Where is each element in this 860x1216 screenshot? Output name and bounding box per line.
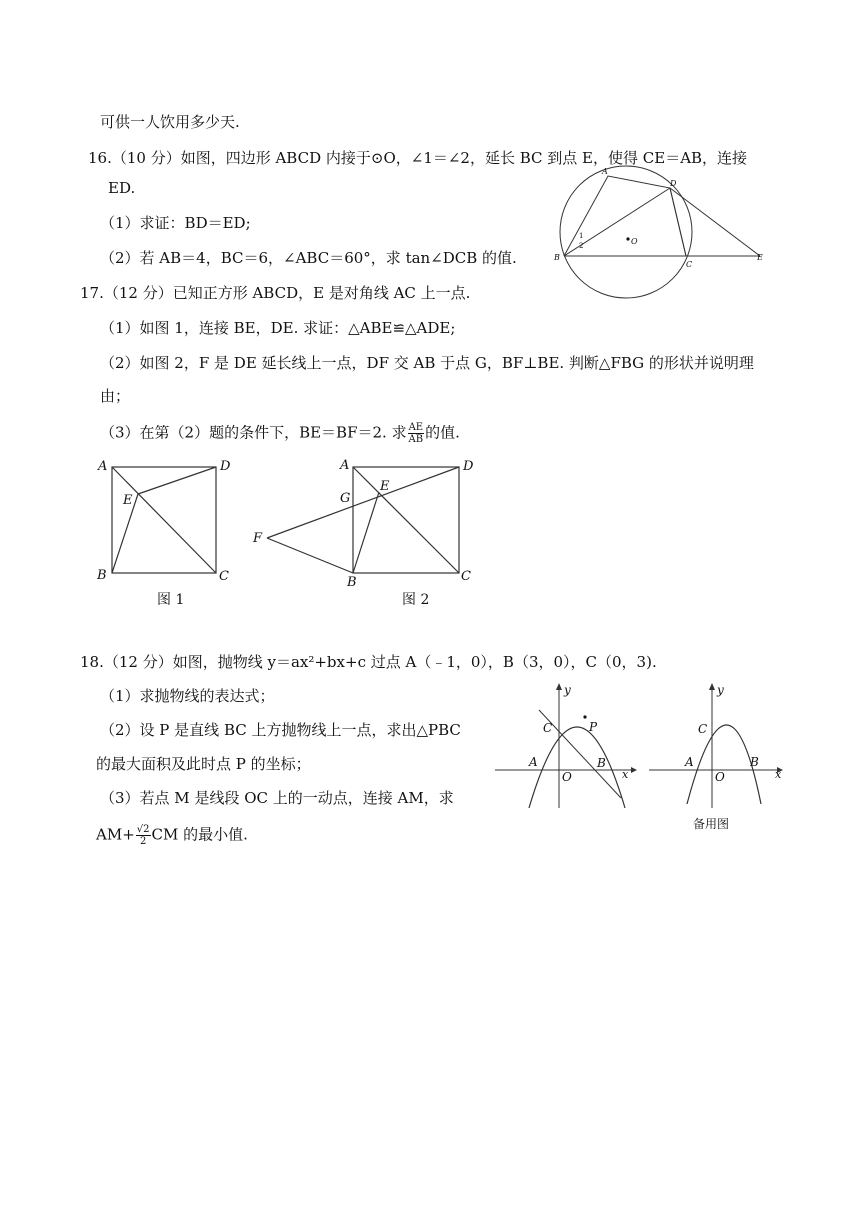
previous-question-tail: 可供一人饮用多少天.: [100, 113, 240, 131]
label-C: C: [698, 722, 708, 736]
label-O: O: [562, 770, 572, 784]
q18-part2: （2）设 P 是直线 BC 上方抛物线上一点，求出△PBC: [100, 721, 461, 739]
q16-stem-cont: ED.: [108, 179, 136, 197]
fraction-numerator: AE: [408, 422, 424, 433]
backup-figure-caption: 备用图: [693, 817, 730, 831]
label-D: D: [670, 179, 677, 188]
axis-x-label: x: [775, 768, 782, 781]
angle-1-label: 1: [579, 232, 584, 240]
fraction-denominator: 2: [139, 836, 147, 847]
q18-expr-head: AM+: [96, 825, 135, 844]
q17-part1: （1）如图 1，连接 BE，DE. 求证：△ABE≌△ADE;: [100, 319, 456, 337]
axis-y-label: y: [717, 683, 724, 697]
q18-fraction: [136, 824, 151, 847]
label-A: A: [340, 458, 350, 473]
label-C: C: [543, 721, 553, 735]
label-G: G: [340, 491, 351, 506]
label-A: A: [685, 755, 694, 769]
q17-fraction: [408, 422, 425, 445]
label-F: F: [253, 531, 263, 546]
label-C: C: [461, 569, 471, 584]
label-B: B: [97, 568, 107, 583]
label-P: P: [589, 720, 598, 734]
label-O: O: [715, 770, 725, 784]
q18-part3-cont: [96, 824, 248, 847]
label-E: E: [757, 253, 763, 262]
square-figure-2: [245, 455, 485, 590]
parabola-figure-backup: [647, 680, 787, 810]
label-B: B: [750, 755, 759, 769]
q17-part3-text: （3）在第（2）题的条件下，BE＝BF＝2. 求: [100, 423, 407, 442]
label-E: E: [123, 493, 133, 508]
q17-part2: （2）如图 2，F 是 DE 延长线上一点，DF 交 AB 于点 G，BF⊥BE. 判断△FBG 的形状并说明理: [100, 354, 754, 372]
label-O: O: [631, 237, 638, 246]
q16-part2: （2）若 AB＝4，BC＝6，∠ABC＝60°，求 tan∠DCB 的值.: [100, 249, 517, 267]
q16-part1: （1）求证：BD＝ED;: [100, 214, 251, 232]
q17-stem: 17.（12 分）已知正方形 ABCD，E 是对角线 AC 上一点.: [80, 284, 471, 302]
q18-part3: （3）若点 M 是线段 OC 上的一动点，连接 AM，求: [100, 789, 454, 807]
axis-y-label: y: [564, 683, 571, 697]
label-E: E: [380, 479, 390, 494]
parabola-figure-main: [493, 680, 643, 810]
q18-part1: （1）求抛物线的表达式；: [100, 687, 275, 705]
q18-expr-tail: CM 的最小值.: [151, 825, 248, 844]
label-B: B: [597, 756, 606, 770]
square-figure-1: [90, 455, 240, 585]
label-B: B: [347, 575, 357, 590]
axis-x-label: x: [622, 768, 629, 781]
q16-stem: 16.（10 分）如图，四边形 ABCD 内接于⊙O，∠1＝∠2，延长 BC 到点 E，使得 CE＝AB，连接: [88, 149, 748, 167]
circle-figure: [550, 162, 770, 302]
fraction-numerator: √2: [136, 824, 150, 835]
figure-2-caption: 图 2: [402, 592, 430, 608]
label-D: D: [220, 459, 231, 474]
q17-part3-tail: 的值.: [425, 423, 460, 442]
label-C: C: [686, 260, 693, 269]
label-A: A: [529, 755, 538, 769]
q17-part3: [100, 422, 460, 445]
label-C: C: [219, 569, 229, 584]
q18-stem: 18.（12 分）如图，抛物线 y＝ax²+bx+c 过点 A（﹣1，0），B（3，0），C（0，3).: [80, 653, 657, 671]
q18-part2-cont: 的最大面积及此时点 P 的坐标；: [96, 755, 311, 773]
fraction-denominator: AB: [408, 434, 424, 445]
label-D: D: [463, 459, 474, 474]
angle-2-label: 2: [579, 242, 584, 250]
label-B: B: [554, 253, 560, 262]
label-A: A: [98, 459, 108, 474]
q17-part2-cont: 由；: [100, 387, 131, 405]
figure-1-caption: 图 1: [157, 592, 185, 608]
label-A: A: [602, 167, 608, 176]
